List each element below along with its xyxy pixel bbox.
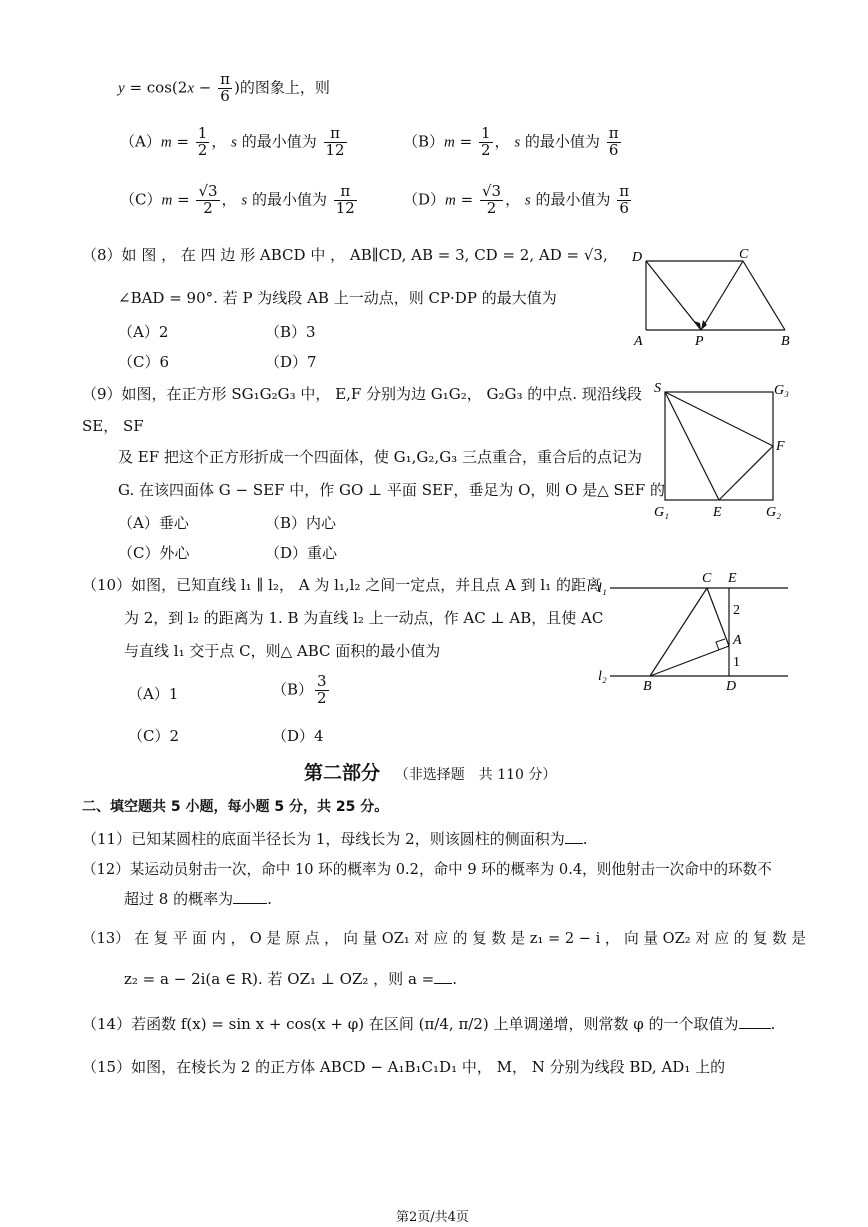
fig8-label-d: D	[632, 250, 643, 265]
q7-option-b: （B）m = $\frac{1}{2}$ ， s 的最小值为 $\frac{\pi}{6}$	[403, 124, 619, 159]
q9-number: （9）	[82, 385, 122, 403]
q8-option-b: （B）3	[265, 323, 316, 341]
fig10-label-b: B	[643, 679, 652, 694]
q10-option-b-num: 3	[317, 672, 327, 690]
q8-line1	[82, 244, 608, 265]
fig10-label-a: A	[733, 633, 742, 648]
q12-line2-text: 超过 8 的概率为	[124, 890, 234, 908]
part2-heading	[304, 758, 556, 785]
q10-option-c: （C）2	[128, 727, 180, 745]
fig9-label-s: S	[654, 381, 661, 396]
fig10-dist-2: 2	[733, 603, 740, 618]
q9-line1	[82, 383, 642, 404]
q9-option-d: （D）重心	[265, 544, 338, 562]
fig8-label-p: P	[695, 334, 704, 349]
q10-line1	[82, 574, 601, 595]
q9-line3: G. 在该四面体 G − SEF 中，作 GO ⊥ 平面 SEF，垂足为 O，则 O 是△ SEF 的	[118, 481, 665, 499]
q14: （14）若函数 f(x) = sin x + cos(x + φ) 在区间 (π/4, π/2) 上单调递增，则常数 φ 的一个取值为 .	[82, 1015, 776, 1033]
fig8-label-b: B	[781, 334, 790, 349]
q13-line1: （13） 在 复 平 面 内 ， O 是 原 点 ， 向 量 OZ₁ 对 应 的 复 数 是 z₁ = 2 − i ， 向 量 OZ₂ 对 应 的 复 数 是	[82, 930, 806, 947]
q14-blank[interactable]	[739, 1028, 771, 1029]
q9-option-c: （C）外心	[118, 544, 190, 562]
q13-line2-text: z₂ = a − 2i(a ∈ R). 若 OZ₁ ⊥ OZ₂ ，则 a =	[124, 970, 435, 988]
q8-option-a: （A）2	[118, 323, 169, 341]
q11-text: （11）已知某圆柱的底面半径长为 1，母线长为 2，则该圆柱的侧面积为	[82, 830, 565, 848]
q8-figure	[628, 245, 798, 350]
q9-line1-text: 如图，在正方形 SG₁G₂G₃ 中， E,F 分别为边 G₁G₂， G₂G₃ 的中点. 现沿线段	[121, 385, 642, 403]
q10-line2: 为 2，到 l₂ 的距离为 1. B 为直线 l₂ 上一动点，作 AC ⊥ AB，且使 AC	[124, 609, 604, 627]
q8-option-c: （C）6	[118, 353, 170, 371]
q13-blank[interactable]	[434, 983, 452, 984]
q8-line1-text: 如 图 ， 在 四 边 形 ABCD 中 ， AB∥CD, AB = 3, CD = 2, AD = √3,	[121, 246, 608, 264]
fig10-label-l2: l₂	[598, 669, 607, 684]
fig10-label-e: E	[728, 571, 737, 586]
q9-line2: 及 EF 把这个正方形折成一个四面体，使 G₁,G₂,G₃ 三点重合，重合后的点记为	[118, 448, 642, 466]
part2-title: 第二部分	[304, 762, 381, 784]
q8-line2: ∠BAD = 90°. 若 P 为线段 AB 上一动点，则 CP·DP 的最大值为	[118, 289, 557, 307]
fig9-label-g1: G₁	[654, 505, 669, 520]
q10-option-b	[272, 674, 331, 707]
q10-figure	[596, 568, 796, 696]
q8-option-d: （D）7	[265, 353, 317, 371]
q12-blank[interactable]	[233, 903, 267, 904]
q9-option-b: （B）内心	[265, 514, 337, 532]
fig9-label-g3: G₃	[774, 383, 789, 398]
fig9-label-f: F	[776, 439, 785, 454]
q10-option-b-den: 2	[317, 688, 327, 707]
fig10-label-l1: l₁	[598, 581, 607, 596]
fig9-label-g2: G₂	[766, 505, 781, 520]
fig9-label-e: E	[713, 505, 722, 520]
q11-blank[interactable]	[565, 843, 583, 844]
q7-option-c: （C）m = $\frac{√3}{2}$ ， s 的最小值为 $\frac{\pi}{12}$	[120, 182, 355, 217]
q10-number: （10）	[82, 576, 132, 594]
q12-line2: 超过 8 的概率为 .	[124, 890, 272, 908]
q7-option-d: （D）m = $\frac{√3}{2}$ ， s 的最小值为 $\frac{\pi}{6}$	[403, 182, 630, 217]
q11: （11）已知某圆柱的底面半径长为 1，母线长为 2，则该圆柱的侧面积为 .	[82, 830, 588, 848]
q15: （15）如图，在棱长为 2 的正方体 ABCD − A₁B₁C₁D₁ 中， M， N 分别为线段 BD, AD₁ 上的	[82, 1058, 726, 1076]
q13-line2: z₂ = a − 2i(a ∈ R). 若 OZ₁ ⊥ OZ₂ ，则 a = .	[124, 970, 457, 988]
q14-text: （14）若函数 f(x) = sin x + cos(x + φ) 在区间 (π/4, π/2) 上单调递增，则常数 φ 的一个取值为	[82, 1015, 739, 1033]
q9-figure	[650, 378, 800, 520]
q7-option-a: （A）m = $\frac{1}{2}$ ， s 的最小值为 $\frac{\pi}{12}$	[120, 124, 345, 159]
q10-option-b-label: （B）	[272, 680, 314, 699]
q9-line1b: SE， SF	[82, 417, 144, 435]
q10-option-a: （A）1	[128, 685, 179, 703]
page-footer: 第2页/共4页	[396, 1210, 469, 1225]
fig8-label-a: A	[634, 334, 643, 349]
q12-line1: （12）某运动员射击一次，命中 10 环的概率为 0.2，命中 9 环的概率为 0.4，则他射击一次命中的环数不	[82, 861, 772, 878]
fig10-label-c: C	[702, 571, 712, 586]
q10-line3: 与直线 l₁ 交于点 C，则△ ABC 面积的最小值为	[124, 642, 441, 660]
fig8-label-c: C	[739, 247, 749, 262]
q10-line1-text: 如图，已知直线 l₁ ∥ l₂， A 为 l₁,l₂ 之间一定点，并且点 A 到 l₁ 的距离	[131, 576, 601, 594]
q8-number: （8）	[82, 246, 122, 264]
fig10-dist-1: 1	[733, 655, 740, 670]
fig10-label-d: D	[726, 679, 737, 694]
q7-tail-text: 的图象上，则	[239, 78, 330, 97]
section2-heading: 二、填空题共 5 小题，每小题 5 分，共 25 分。	[82, 799, 389, 815]
q7-function: y = cos(2x − $\frac{\pi}{6}$ )的图象上，则	[118, 70, 330, 105]
part2-subtitle: （非选择题 共 110 分）	[394, 767, 557, 783]
q9-option-a: （A）垂心	[118, 514, 189, 532]
q10-option-d: （D）4	[272, 727, 324, 745]
